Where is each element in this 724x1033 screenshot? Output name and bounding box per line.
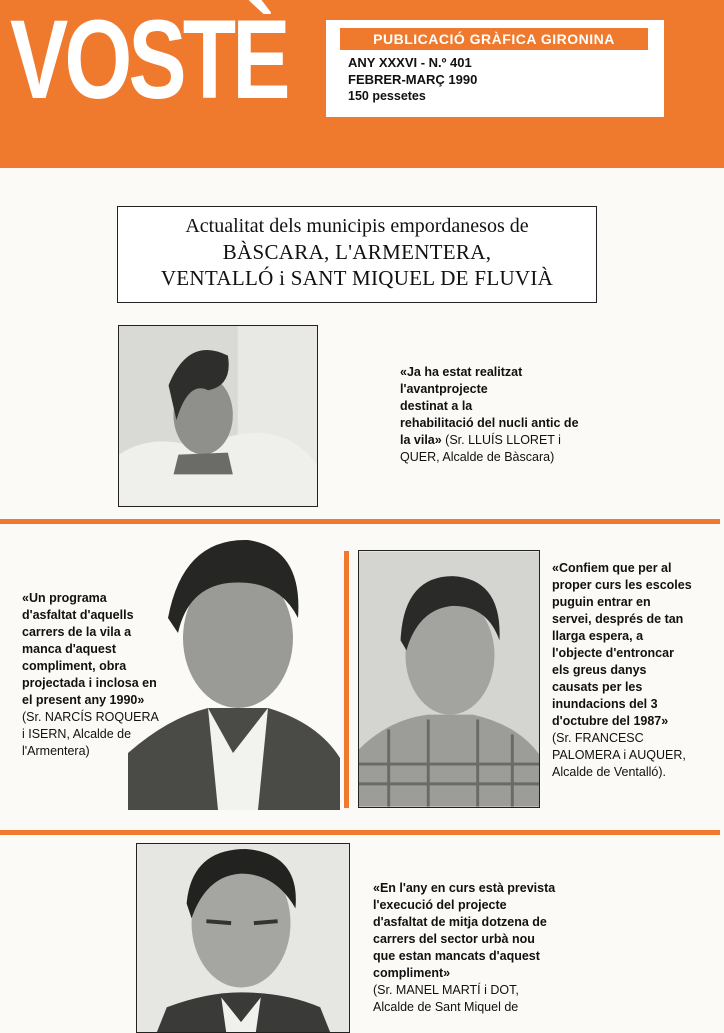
quote-line: d'octubre del 1987» — [552, 714, 669, 728]
issue-number: ANY XXXVI - N.º 401 — [348, 55, 472, 70]
quote-line: puguin entrar en — [552, 595, 651, 609]
quote-line: l'execució del projecte — [373, 898, 507, 912]
portrait-image — [359, 551, 539, 807]
publication-name: PUBLICACIÓ GRÀFICA GIRONINA — [340, 28, 648, 50]
quote-line: causats per les — [552, 680, 643, 694]
portrait-photo-bascara — [118, 325, 318, 507]
quote-line: llarga espera, a — [552, 629, 644, 643]
quote-line: projectada i inclosa en — [22, 676, 157, 690]
quote-line: «En l'any en curs està prevista — [373, 881, 556, 895]
column-divider — [344, 551, 349, 808]
quote-line: destinat a la — [400, 399, 473, 413]
quote-line: rehabilitació del nucli antic de — [400, 416, 579, 430]
issue-details — [348, 54, 477, 105]
portrait-photo-sant-miquel — [136, 843, 350, 1033]
section-divider — [0, 830, 720, 835]
quote-bascara — [400, 364, 579, 466]
quote-line: el present any 1990» — [22, 693, 145, 707]
quote-attribution: l'Armentera) — [22, 744, 90, 758]
quote-line: «Ja ha estat realitzat — [400, 365, 523, 379]
portrait-image — [119, 326, 317, 506]
quote-attribution: (Sr. LLUÍS LLORET i — [441, 433, 561, 447]
quote-ventallo — [552, 560, 692, 781]
quote-line: inundacions del 3 — [552, 697, 658, 711]
section-divider — [0, 519, 720, 524]
quote-line: «Confiem que per al — [552, 561, 672, 575]
headline-box — [117, 206, 597, 303]
quote-attribution: (Sr. NARCÍS ROQUERA — [22, 710, 159, 724]
issue-price: 150 pessetes — [348, 89, 426, 103]
quote-attribution: Alcalde de Ventalló). — [552, 765, 666, 779]
quote-attribution: QUER, Alcalde de Bàscara) — [400, 450, 555, 464]
quote-line: l'objecte d'entroncar — [552, 646, 674, 660]
portrait-photo-ventallo — [358, 550, 540, 808]
quote-line: carrers de la vila a — [22, 625, 132, 639]
quote-line: que estan mancats d'aquest — [373, 949, 540, 963]
quote-line: compliment, obra — [22, 659, 127, 673]
issue-info-box — [326, 20, 664, 117]
quote-line: d'asfaltat d'aquells — [22, 608, 134, 622]
quote-line: manca d'aquest — [22, 642, 116, 656]
quote-line: carrers del sector urbà nou — [373, 932, 535, 946]
quote-line: proper curs les escoles — [552, 578, 692, 592]
quote-attribution: i ISERN, Alcalde de — [22, 727, 132, 741]
quote-line: «Un programa — [22, 591, 107, 605]
quote-line: l'avantprojecte — [400, 382, 488, 396]
quote-line: d'asfaltat de mitja dotzena de — [373, 915, 547, 929]
quote-line: servei, després de tan — [552, 612, 684, 626]
quote-line: compliment» — [373, 966, 451, 980]
quote-attribution: PALOMERA i AUQUER, — [552, 748, 686, 762]
headline-line-1: Actualitat dels municipis empordanesos de — [185, 215, 529, 237]
headline-line-2: BÀSCARA, L'ARMENTERA, — [222, 240, 492, 264]
headline-line-3: VENTALLÓ i SANT MIQUEL DE FLUVIÀ — [160, 266, 554, 290]
quote-attribution: Alcalde de Sant Miquel de — [373, 1000, 519, 1014]
quote-line: els greus danys — [552, 663, 647, 677]
portrait-image — [128, 538, 340, 810]
quote-line: la vila» — [400, 433, 442, 447]
quote-sant-miquel — [373, 880, 555, 1016]
quote-armentera — [22, 590, 159, 760]
issue-date: FEBRER-MARÇ 1990 — [348, 72, 478, 87]
logo: VOSTÈ — [10, 0, 287, 122]
portrait-image — [137, 844, 349, 1032]
quote-attribution: (Sr. FRANCESC — [552, 731, 644, 745]
portrait-photo-armentera — [128, 538, 340, 810]
masthead — [0, 0, 724, 168]
quote-attribution: (Sr. MANEL MARTÍ i DOT, — [373, 983, 519, 997]
